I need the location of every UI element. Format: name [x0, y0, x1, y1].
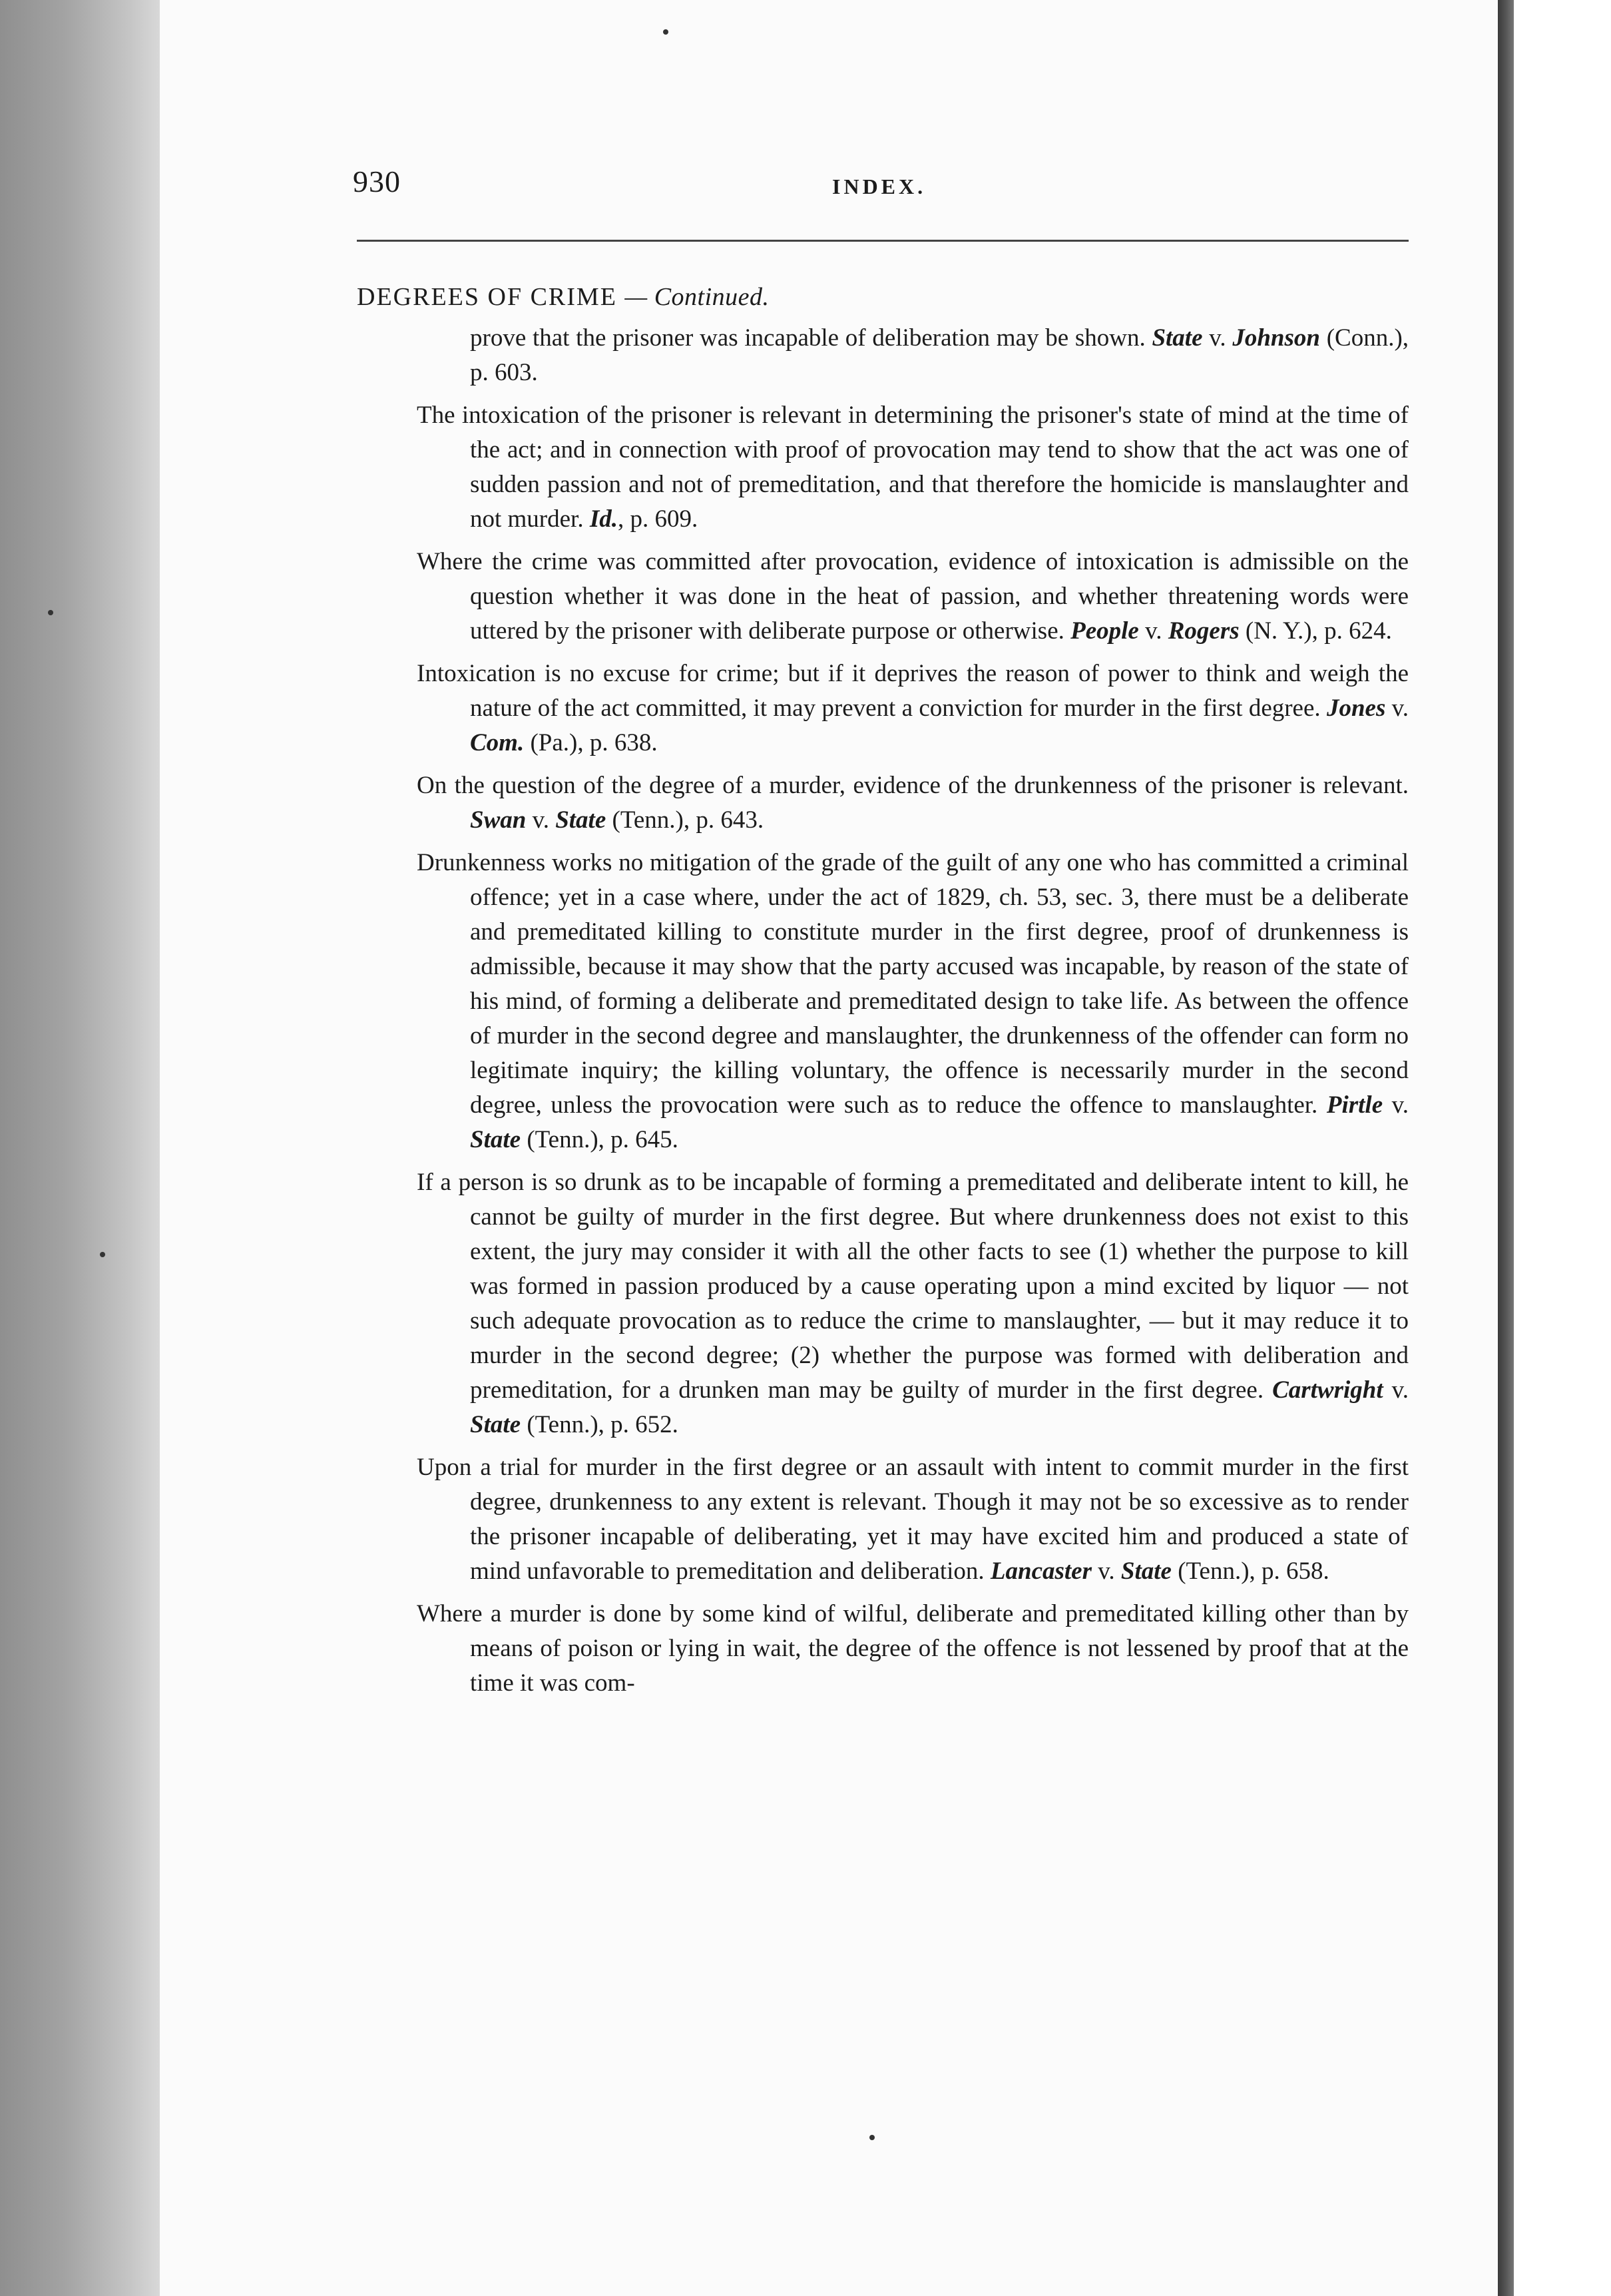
section-heading — [357, 282, 770, 312]
section-title: DEGREES OF CRIME — [357, 283, 617, 311]
index-entry: Upon a trial for murder in the first degree or an assault with intent to commit murder in the first degree, drunkenness to any extent is relevant. Though it may not be so excessive as to render the prisoner incapable of deliberating, yet it may have excited him and produced a state of mind unfavorable to premeditation and deliberation. Lancaster v. State (Tenn.), p. 658. — [417, 1454, 1409, 1585]
scan-speck — [869, 2135, 875, 2140]
index-entry: On the question of the degree of a murder, evidence of the drunkenness of the prisoner is relevant. Swan v. State (Tenn.), p. 643. — [417, 772, 1409, 834]
scan-left-margin — [0, 0, 160, 2296]
case-citation: Id. — [589, 505, 618, 533]
case-citation: State — [1120, 1558, 1172, 1585]
case-citation: State — [555, 806, 606, 834]
header-rule — [357, 240, 1409, 242]
case-citation: Lancaster — [990, 1558, 1092, 1585]
scan-right-margin — [1514, 0, 1611, 2296]
index-entry: Intoxication is no excuse for crime; but if it deprives the reason of power to think and weigh the nature of the act committed, it may prevent a conviction for murder in the first degree. Jones v. Com. (Pa.), p. 638. — [417, 660, 1409, 756]
case-citation: State — [1152, 324, 1203, 352]
case-citation: Jones — [1326, 695, 1386, 722]
case-citation: Swan — [470, 806, 527, 834]
index-entry: Drunkenness works no mitigation of the grade of the guilt of any one who has committed a criminal offence; yet in a case where, under the act of 1829, ch. 53, sec. 3, there must be a deliberate and premeditated killing to constitute murder in the first degree, proof of drunkenness is admissible, because it may show that the party accused was incapable, by reason of the state of his mind, of forming a deliberate and premeditated design to take life. As between the offence of murder in the second degree and manslaughter, the drunkenness of the offender can form no legitimate inquiry; the killing voluntary, the offence is necessarily murder in the second degree, unless the provocation were such as to reduce the offence to manslaughter. Pirtle v. State (Tenn.), p. 645. — [417, 849, 1409, 1153]
index-entries — [417, 321, 1409, 1709]
index-entry: The intoxication of the prisoner is relevant in determining the prisoner's state of mind at the time of the act; and in connection with proof of provocation may tend to show that the act was one of sudden passion and not of premeditation, and that therefore the homicide is manslaughter and not murder. Id., p. 609. — [417, 402, 1409, 533]
continued-label: — Continued. — [624, 283, 770, 311]
scan-speck — [663, 29, 668, 35]
case-citation: Pirtle — [1326, 1091, 1383, 1119]
scan-speck — [100, 1252, 105, 1257]
page-number: 930 — [353, 164, 401, 198]
scan-right-binding — [1498, 0, 1514, 2296]
index-entry: If a person is so drunk as to be incapable of forming a premeditated and deliberate intent to kill, he cannot be guilty of murder in the first degree. But where drunkenness does not exist to this extent, the jury may consider it with all the other facts to see (1) whether the purpose to kill was formed in passion produced by a cause operating upon a mind excited by liquor — not such adequate provocation as to reduce the crime to manslaughter, — but it may reduce it to murder in the second degree; (2) whether the purpose was formed with deliberation and premeditation, for a drunken man may be guilty of murder in the first degree. Cartwright v. State (Tenn.), p. 652. — [417, 1169, 1409, 1438]
case-citation: State — [470, 1126, 521, 1153]
index-entry: prove that the prisoner was incapable of deliberation may be shown. State v. Johnson (Conn.), p. 603. — [470, 324, 1409, 386]
running-head: INDEX. — [832, 174, 927, 198]
case-citation: People — [1070, 617, 1139, 645]
case-citation: Com. — [470, 729, 525, 756]
case-citation: Cartwright — [1272, 1376, 1383, 1404]
case-citation: Rogers — [1168, 617, 1240, 645]
scan-speck — [48, 610, 53, 615]
index-entry: Where the crime was committed after provocation, evidence of intoxication is admissible on the question whether it was done in the heat of passion, and whether threatening words were uttered by the prisoner with deliberate purpose or otherwise. People v. Rogers (N. Y.), p. 624. — [417, 548, 1409, 645]
index-entry: Where a murder is done by some kind of wilful, deliberate and premeditated killing other than by means of poison or lying in wait, the degree of the offence is not lessened by proof that at the time it was com- — [417, 1600, 1409, 1697]
case-citation: State — [470, 1411, 521, 1438]
case-citation: Johnson — [1232, 324, 1320, 352]
